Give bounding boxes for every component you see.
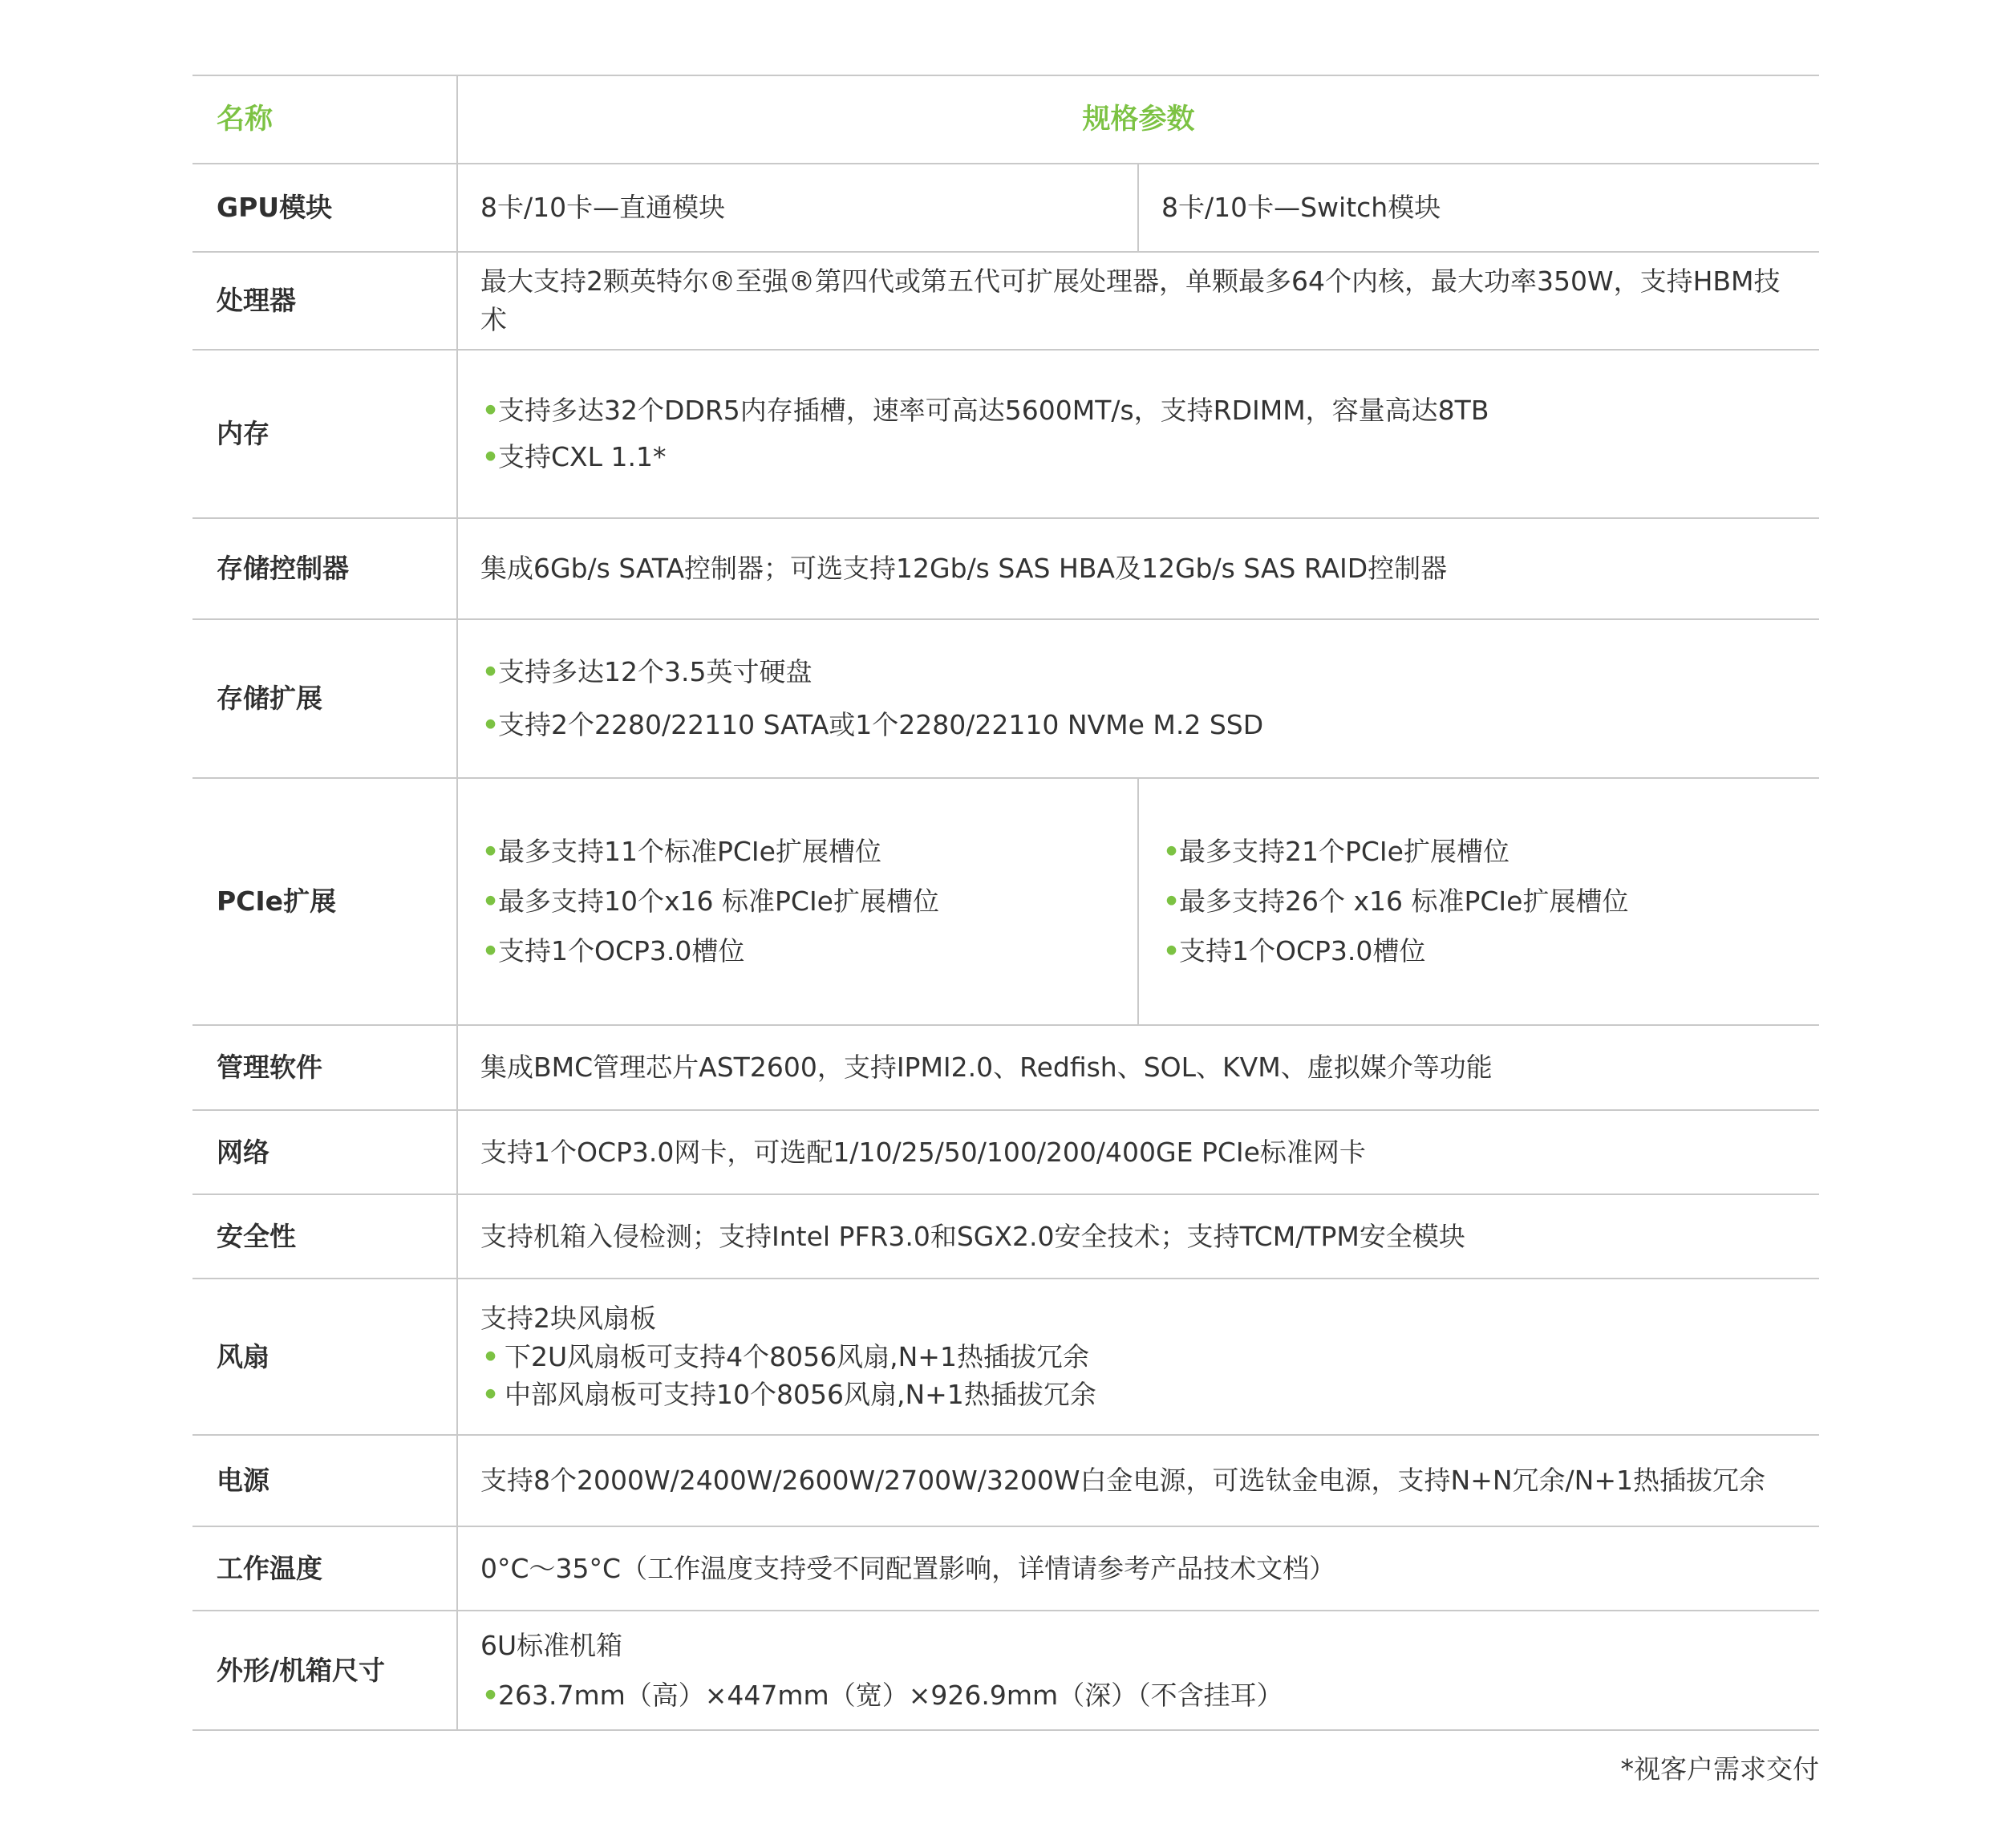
management-value: 集成BMC管理芯片AST2600，支持IPMI2.0、Redfish、SOL、KVM、虚拟媒介等功能 xyxy=(457,1025,1819,1110)
list-item xyxy=(480,1676,1797,1715)
list-item xyxy=(480,932,1115,971)
row-label-storage-controller: 存储控制器 xyxy=(192,518,457,619)
row-power xyxy=(192,1435,1819,1526)
bullet-dot-icon: • xyxy=(482,656,500,688)
gpu-option-switch: 8卡/10卡—Switch模块 xyxy=(1138,164,1819,252)
fan-intro: 支持2块风扇板 xyxy=(480,1302,656,1334)
chassis-list xyxy=(480,1676,1797,1715)
bullet-dot-icon: • xyxy=(482,709,500,740)
list-item xyxy=(480,1376,1797,1414)
pcie-switch-value xyxy=(1138,778,1819,1025)
row-label-memory: 内存 xyxy=(192,350,457,518)
name-column-header: 名称 xyxy=(192,75,457,164)
storage-expansion-value xyxy=(457,619,1819,778)
bullet-dot-icon: • xyxy=(482,395,500,427)
list-item-text: 支持多达12个3.5英寸硬盘 xyxy=(498,656,813,688)
memory-list xyxy=(480,391,1797,476)
list-item xyxy=(480,706,1797,744)
list-item-text: 支持CXL 1.1* xyxy=(498,441,667,472)
storage-expansion-list xyxy=(480,653,1797,744)
bullet-dot-icon: • xyxy=(482,934,500,967)
header-row xyxy=(192,75,1819,164)
network-value: 支持1个OCP3.0网卡，可选配1/10/25/50/100/200/400GE PCIe标准网卡 xyxy=(457,1110,1819,1194)
footnote: *视客户需求交付 xyxy=(1620,1753,1819,1785)
row-label-security: 安全性 xyxy=(192,1194,457,1279)
bullet-dot-icon: • xyxy=(482,1679,500,1711)
row-storage-controller xyxy=(192,518,1819,619)
list-item-text: 263.7mm（高）×447mm（宽）×926.9mm（深）（不含挂耳） xyxy=(498,1679,1283,1711)
bullet-dot-icon: • xyxy=(1163,886,1181,918)
bullet-dot-icon: • xyxy=(1163,934,1181,967)
row-label-fan: 风扇 xyxy=(192,1279,457,1435)
row-memory xyxy=(192,350,1819,518)
list-item-text: 支持1个OCP3.0槽位 xyxy=(1179,934,1426,967)
list-item xyxy=(480,833,1115,871)
list-item xyxy=(480,882,1115,921)
temperature-value: 0°C～35°C（工作温度支持受不同配置影响，详情请参考产品技术文档） xyxy=(457,1526,1819,1611)
list-item xyxy=(1161,833,1797,871)
list-item-text: 下2U风扇板可支持4个8056风扇,N+1热插拔冗余 xyxy=(505,1340,1089,1372)
row-label-cpu: 处理器 xyxy=(192,252,457,350)
list-item-text: 支持2个2280/22110 SATA或1个2280/22110 NVMe M.2 SSD xyxy=(498,709,1264,740)
spec-table xyxy=(192,75,1819,1731)
bullet-dot-icon: • xyxy=(1163,836,1181,868)
row-label-storage-expansion: 存储扩展 xyxy=(192,619,457,778)
row-security xyxy=(192,1194,1819,1279)
row-gpu xyxy=(192,164,1819,252)
list-item-text: 最多支持11个标准PCIe扩展槽位 xyxy=(498,836,881,868)
row-temperature xyxy=(192,1526,1819,1611)
row-label-pcie: PCIe扩展 xyxy=(192,778,457,1025)
row-label-chassis: 外形/机箱尺寸 xyxy=(192,1611,457,1730)
row-chassis xyxy=(192,1611,1819,1730)
list-item xyxy=(480,391,1797,430)
fan-value xyxy=(457,1279,1819,1435)
row-label-network: 网络 xyxy=(192,1110,457,1194)
list-item-text: 支持1个OCP3.0槽位 xyxy=(498,934,745,967)
list-item xyxy=(480,438,1797,476)
bullet-dot-icon: • xyxy=(482,836,500,868)
chassis-value xyxy=(457,1611,1819,1730)
row-storage-expansion xyxy=(192,619,1819,778)
list-item-text: 最多支持21个PCIe扩展槽位 xyxy=(1179,836,1510,868)
pcie-direct-value xyxy=(457,778,1138,1025)
row-label-temperature: 工作温度 xyxy=(192,1526,457,1611)
pcie-switch-list xyxy=(1161,833,1797,971)
cpu-value: 最大支持2颗英特尔®至强®第四代或第五代可扩展处理器，单颗最多64个内核，最大功率350W，支持HBM技术 xyxy=(457,252,1819,350)
bullet-dot-icon: • xyxy=(482,441,500,472)
list-item-text: 最多支持26个 x16 标准PCIe扩展槽位 xyxy=(1179,886,1629,918)
row-network xyxy=(192,1110,1819,1194)
gpu-option-direct: 8卡/10卡—直通模块 xyxy=(457,164,1138,252)
security-value: 支持机箱入侵检测；支持Intel PFR3.0和SGX2.0安全技术；支持TCM/TPM安全模块 xyxy=(457,1194,1819,1279)
list-item xyxy=(480,653,1797,691)
bullet-dot-icon: • xyxy=(482,1379,500,1411)
row-fan xyxy=(192,1279,1819,1435)
pcie-direct-list xyxy=(480,833,1115,971)
bullet-dot-icon: • xyxy=(482,886,500,918)
power-value: 支持8个2000W/2400W/2600W/2700W/3200W白金电源，可选钛金电源，支持N+N冗余/N+1热插拔冗余 xyxy=(457,1435,1819,1526)
list-item xyxy=(480,1338,1797,1376)
list-item xyxy=(1161,882,1797,921)
row-label-management: 管理软件 xyxy=(192,1025,457,1110)
row-label-gpu: GPU模块 xyxy=(192,164,457,252)
memory-value xyxy=(457,350,1819,518)
list-item xyxy=(1161,932,1797,971)
bullet-dot-icon: • xyxy=(482,1340,500,1372)
storage-controller-value: 集成6Gb/s SATA控制器；可选支持12Gb/s SAS HBA及12Gb/s SAS RAID控制器 xyxy=(457,518,1819,619)
list-item-text: 最多支持10个x16 标准PCIe扩展槽位 xyxy=(498,886,939,918)
row-label-power: 电源 xyxy=(192,1435,457,1526)
fan-list xyxy=(480,1338,1797,1415)
row-management xyxy=(192,1025,1819,1110)
row-pcie xyxy=(192,778,1819,1025)
chassis-intro: 6U标准机箱 xyxy=(480,1629,623,1661)
row-cpu xyxy=(192,252,1819,350)
spec-column-header: 规格参数 xyxy=(457,75,1819,164)
list-item-text: 支持多达32个DDR5内存插槽，速率可高达5600MT/s，支持RDIMM，容量高达8TB xyxy=(498,395,1489,427)
list-item-text: 中部风扇板可支持10个8056风扇,N+1热插拔冗余 xyxy=(505,1379,1096,1411)
